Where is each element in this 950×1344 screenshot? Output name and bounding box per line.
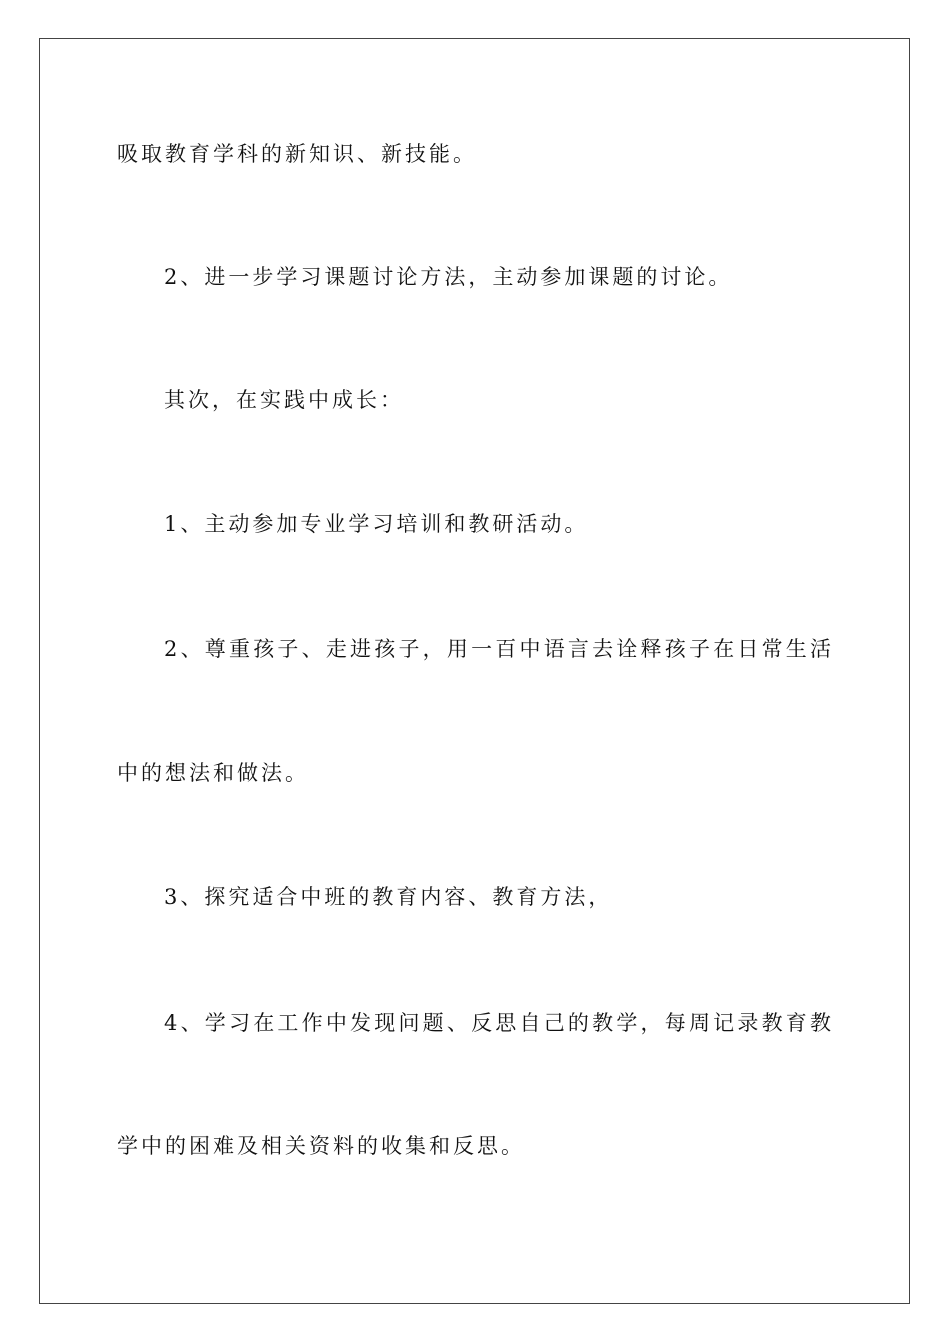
text-line-2: 2、进一步学习课题讨论方法，主动参加课题的讨论。 <box>164 265 733 289</box>
text-line-4: 1、主动参加专业学习培训和教研活动。 <box>164 512 589 536</box>
text-line-3: 其次，在实践中成长： <box>164 388 404 412</box>
text-line-9: 学中的困难及相关资料的收集和反思。 <box>117 1134 525 1158</box>
text-line-6: 中的想法和做法。 <box>117 761 309 785</box>
page-frame <box>39 38 910 1304</box>
text-line-5: 2、尊重孩子、走进孩子，用一百中语言去诠释孩子在日常生活 <box>164 637 834 661</box>
text-line-1: 吸取教育学科的新知识、新技能。 <box>117 142 477 166</box>
text-line-8: 4、学习在工作中发现问题、反思自己的教学，每周记录教育教 <box>164 1011 834 1035</box>
text-line-7: 3、探究适合中班的教育内容、教育方法， <box>164 885 613 909</box>
